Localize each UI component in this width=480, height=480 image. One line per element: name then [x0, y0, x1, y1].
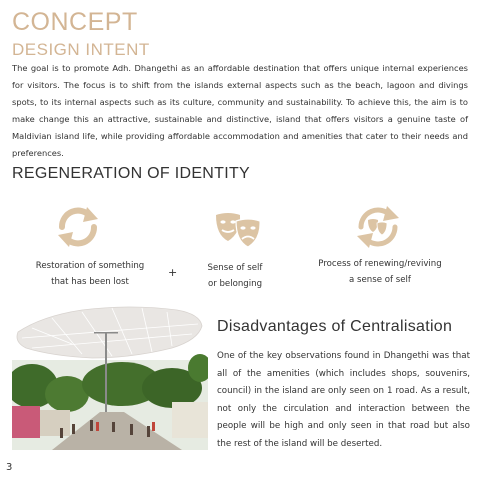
island-street-photo: [12, 298, 208, 450]
renew-cycle-masks-icon: [352, 203, 404, 251]
plus-sign: +: [168, 266, 178, 279]
centralisation-heading: Disadvantages of Centralisation: [217, 318, 453, 335]
caption-restoration: Restoration of something that has been lost: [35, 261, 145, 287]
page-subtitle: DESIGN INTENT: [12, 40, 150, 59]
intro-paragraph: The goal is to promote Adh. Dhangethi as an affordable destination that offers unique internal experiences for visitors. The focus is to shift from the islands external aspects such as the beach, lagoon and divings spots, to its internal aspects such as its culture, community and sustainability. To achieve this, the aim is to make change this an attractive, sustainable and distinctive, island that offers visitors a genuine taste of Maldivian island life, while providing affordable accommodation and amenities that cater to their needs and preferences.: [12, 63, 468, 158]
theater-masks-icon: [212, 209, 264, 251]
centralisation-paragraph: One of the key observations found in Dhangethi was that all of the amenities (which includes shops, souvenirs, council) in the island are only seen on 1 road. As a result, not only the circulation and interaction between the people will be high and only seen in that road but also the rest of the island will be deserted.: [217, 351, 470, 449]
identity-heading: REGENERATION OF IDENTITY: [12, 165, 251, 182]
caption-sense-of-self: Sense of self or belonging: [207, 263, 263, 289]
restore-cycle-icon: [52, 203, 104, 251]
caption-renewing: Process of renewing/reviving a sense of self: [318, 259, 442, 285]
page-title: CONCEPT: [12, 8, 138, 36]
page-number: 3: [6, 462, 13, 473]
